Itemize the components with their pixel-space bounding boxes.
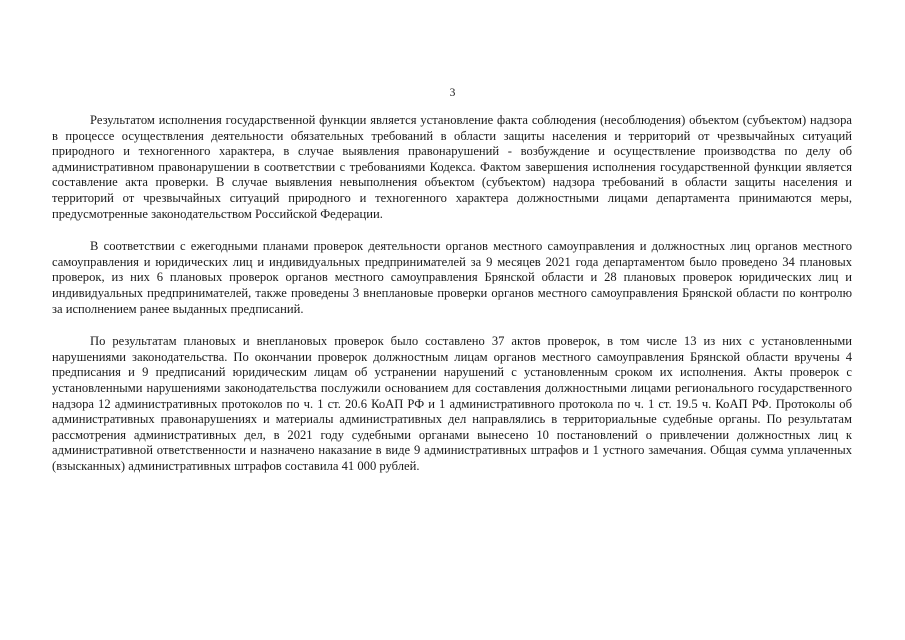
paragraph-inspection-results: По результатам плановых и внеплановых проверок было составлено 37 актов проверок, в том числе 13 из них с установленными нарушениями законодательства. По окончании проверок должностным лицам органов местного самоуправления Брянской области вручены 4 предписания и 9 предписаний юридическим лицам об устранении нарушений с установленным сроком их исполнения. Акты проверок с установленными нарушениями законодательства послужили основанием для составления должностными лицами регионального государственного надзора 12 административных протоколов по ч. 1 ст. 20.6 КоАП РФ и 1 административного протокола по ч. 1 ст. 19.5 ч. КоАП РФ. Протоколы об административных правонарушениях и материалы административных дел направлялись в территориальные судебные органы. По результатам рассмотрения административных дел, в 2021 году судебными органами вынесено 10 постановлений о привлечении должностных лиц к административной ответственности и назначено наказание в виде 9 административных штрафов и 1 устного замечания. Общая сумма уплаченных (взысканных) административных штрафов составила 41 000 рублей.	[52, 334, 852, 473]
paragraph-inspections-conducted: В соответствии с ежегодными планами проверок деятельности органов местного самоуправления и должностных лиц органов местного самоуправления и юридических лиц и индивидуальных предпринимателей за 9 месяцев 2021 года департаментом было проведено 34 плановых проверок, из них 6 плановых проверок органов местного самоуправления Брянской области и 28 плановых проверок юридических лиц и индивидуальных предпринимателей, также проведены 3 внеплановые проверки органов местного самоуправления Брянской области по контролю за исполнением ранее выданных предписаний.	[52, 239, 852, 316]
paragraph-result-of-function: Результатом исполнения государственной функции является установление факта соблюдения (несоблюдения) объектом (субъектом) надзора в процессе осуществления деятельности обязательных требований в области защиты населения и территорий от чрезвычайных ситуаций природного и техногенного характера, в случае выявления правонарушений - возбуждение и осуществление производства по делу об административном правонарушении в соответствии с требованиями Кодекса. Фактом завершения исполнения государственной функции является составление акта проверки. В случае выявления невыполнения объектом (субъектом) надзора требований в области защиты населения и территорий от чрезвычайных ситуаций природного и техногенного характера должностными лицами департамента принимаются меры, предусмотренные законодательством Российской Федерации.	[52, 113, 852, 221]
page-number: 3	[449, 87, 456, 99]
document-body	[52, 113, 852, 491]
